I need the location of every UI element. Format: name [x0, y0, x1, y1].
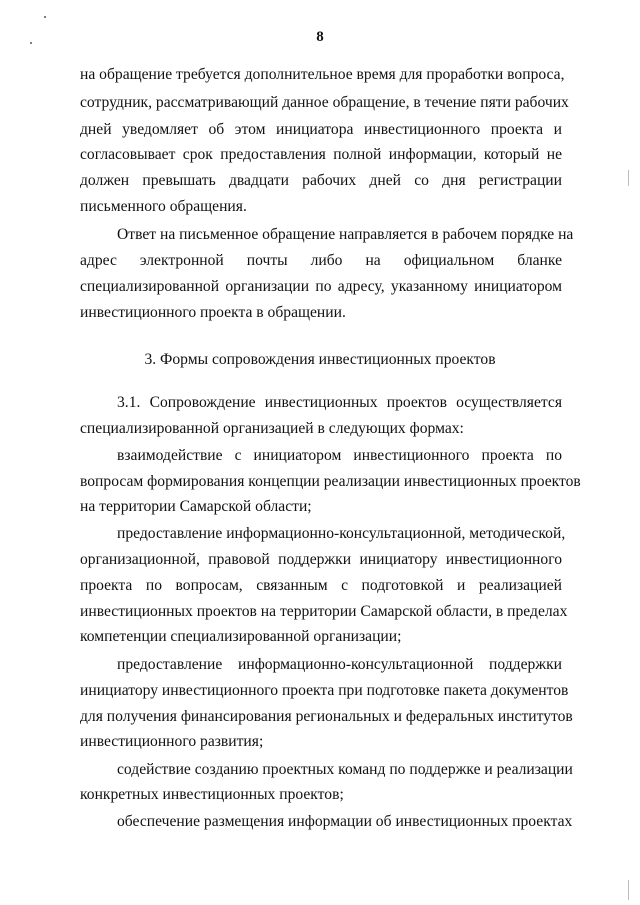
paragraph-line: проекта по вопросам, связанным с подготовкой и реализацией: [80, 577, 562, 594]
paragraph-line: инвестиционного развития;: [80, 733, 264, 750]
paragraph-line: письменного обращения.: [80, 198, 247, 215]
scan-speck: [44, 16, 46, 18]
scan-edge-mark: [628, 880, 629, 900]
paragraph-line: организационной, правовой поддержки инициатору инвестиционного: [80, 551, 562, 568]
paragraph-line: вопросам формирования концепции реализации инвестиционных проектов: [80, 473, 581, 490]
page-number: 8: [316, 29, 324, 45]
paragraph-line: для получения финансирования региональных и федеральных институтов: [80, 708, 573, 725]
paragraph-line: на территории Самарской области;: [80, 498, 312, 515]
paragraph-line: конкретных инвестиционных проектов;: [80, 786, 344, 803]
paragraph-line: инвестиционного проекта в обращении.: [80, 304, 346, 321]
paragraph-line: 3.1. Сопровождение инвестиционных проектов осуществляется: [117, 394, 562, 411]
paragraph-line: инвестиционных проектов на территории Самарской области, в пределах: [80, 603, 568, 620]
paragraph-line: компетенции специализированной организации;: [80, 628, 402, 645]
paragraph-line: предоставление информационно-консультационной, методической,: [117, 525, 566, 542]
paragraph-line: предоставление информационно-консультационной поддержки: [117, 656, 562, 673]
paragraph-line: согласовывает срок предоставления полной информации, который не: [80, 146, 562, 163]
paragraph-line: инициатору инвестиционного проекта при подготовке пакета документов: [80, 682, 569, 699]
scan-edge-mark: [628, 170, 629, 186]
paragraph-line: специализированной организацией в следующих формах:: [80, 420, 464, 437]
paragraph-line: Ответ на письменное обращение направляется в рабочем порядке на: [117, 226, 574, 243]
paragraph-line: дней уведомляет об этом инициатора инвестиционного проекта и: [80, 121, 562, 138]
paragraph-line: обеспечение размещения информации об инвестиционных проектах: [117, 813, 573, 830]
paragraph-line: взаимодействие с инициатором инвестиционного проекта по: [117, 447, 562, 464]
paragraph-line: на обращение требуется дополнительное время для проработки вопроса,: [80, 66, 565, 83]
paragraph-line: адрес электронной почты либо на официальном бланке: [80, 252, 562, 269]
paragraph-line: специализированной организации по адресу, указанному инициатором: [80, 278, 562, 295]
section-heading: 3. Формы сопровождения инвестиционных проектов: [144, 351, 496, 368]
paragraph-line: содействие созданию проектных команд по поддержке и реализации: [117, 761, 573, 778]
paragraph-line: должен превышать двадцати рабочих дней со дня регистрации: [80, 172, 562, 189]
paragraph-line: сотрудник, рассматривающий данное обращение, в течение пяти рабочих: [80, 94, 569, 111]
